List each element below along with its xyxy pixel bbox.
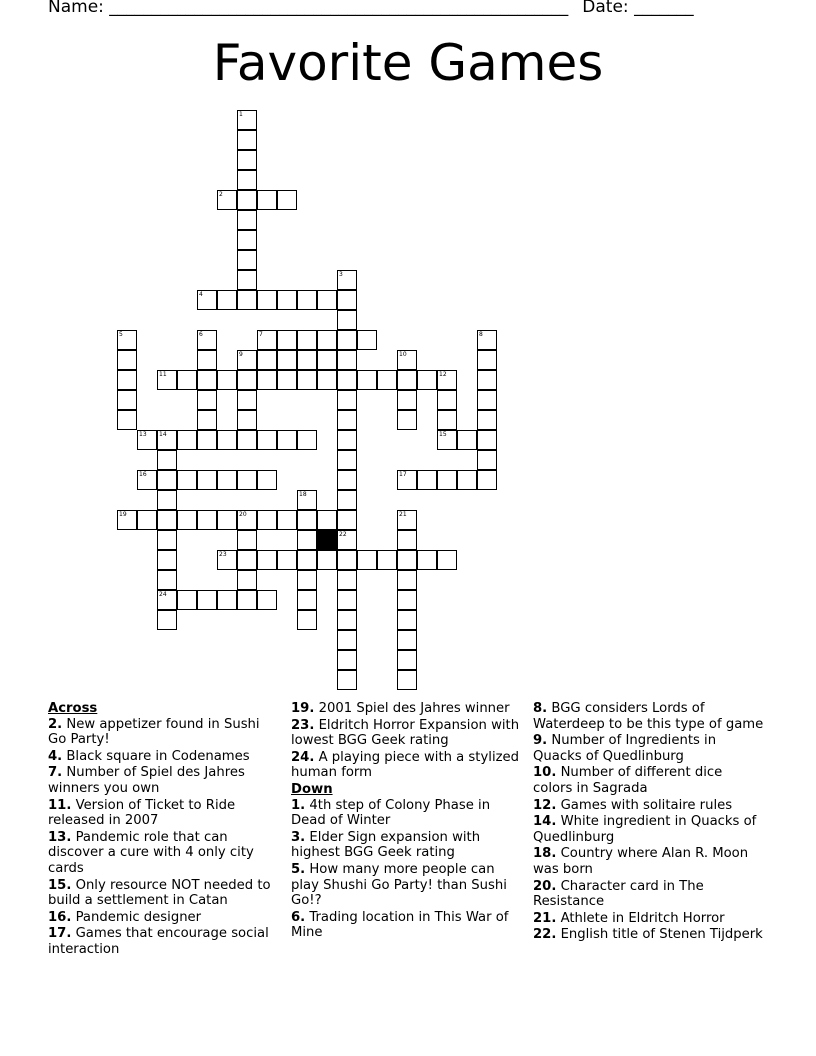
clue-number: 17: [399, 471, 407, 478]
across-clue: [291, 718, 523, 749]
grid-cell[interactable]: [277, 290, 297, 310]
clue-number: 8: [479, 331, 483, 338]
grid-cell[interactable]: [297, 510, 317, 530]
grid-cell[interactable]: [157, 590, 177, 610]
clue-text: Pandemic role that can discover a cure with 4 only city cards: [48, 829, 254, 876]
grid-cell[interactable]: [177, 470, 197, 490]
grid-cell[interactable]: [337, 430, 357, 450]
grid-cell[interactable]: [117, 510, 137, 530]
grid-cell[interactable]: [337, 490, 357, 510]
grid-cell[interactable]: [237, 210, 257, 230]
grid-cell[interactable]: [417, 470, 437, 490]
grid-cell[interactable]: [297, 530, 317, 550]
grid-cell[interactable]: [437, 430, 457, 450]
down-clue: [533, 879, 765, 910]
grid-cell[interactable]: [257, 470, 277, 490]
grid-cell[interactable]: [257, 430, 277, 450]
clue-text: English title of Stenen Tijdperk: [556, 927, 763, 943]
grid-cell[interactable]: [317, 330, 337, 350]
grid-cell[interactable]: [477, 450, 497, 470]
grid-cell[interactable]: [197, 330, 217, 350]
clue-text: 2001 Spiel des Jahres winner: [314, 701, 510, 716]
clue-number-label: 23.: [291, 717, 315, 733]
grid-cell[interactable]: [157, 470, 177, 490]
grid-cell[interactable]: [357, 550, 377, 570]
clue-number-label: 22.: [533, 927, 557, 943]
grid-cell[interactable]: [337, 590, 357, 610]
grid-cell[interactable]: [397, 610, 417, 630]
grid-cell[interactable]: [337, 350, 357, 370]
grid-cell[interactable]: [397, 510, 417, 530]
grid-cell[interactable]: [477, 410, 497, 430]
grid-cell[interactable]: [157, 490, 177, 510]
grid-cell[interactable]: [197, 430, 217, 450]
down-heading: Down: [291, 781, 333, 797]
grid-cell[interactable]: [337, 270, 357, 290]
grid-cell[interactable]: [297, 430, 317, 450]
clue-number-label: 19.: [291, 701, 315, 716]
grid-cell[interactable]: [197, 510, 217, 530]
grid-cell[interactable]: [257, 330, 277, 350]
across-clue: [291, 701, 523, 717]
grid-cell[interactable]: [357, 370, 377, 390]
clue-text: Number of Ingredients in Quacks of Quedlinburg: [533, 733, 717, 764]
grid-cell[interactable]: [317, 290, 337, 310]
grid-cell[interactable]: [317, 370, 337, 390]
grid-cell[interactable]: [237, 190, 257, 210]
grid-cell[interactable]: [297, 290, 317, 310]
grid-cell[interactable]: [297, 590, 317, 610]
grid-cell[interactable]: [477, 430, 497, 450]
grid-cell[interactable]: [477, 370, 497, 390]
clue-number-label: 3.: [291, 829, 306, 845]
grid-cell[interactable]: [337, 510, 357, 530]
clue-number-label: 18.: [533, 846, 557, 862]
across-clue: [48, 910, 280, 926]
grid-cell[interactable]: [237, 550, 257, 570]
grid-cell[interactable]: [157, 610, 177, 630]
clue-number: 23: [219, 551, 227, 558]
clue-number-label: 6.: [291, 909, 306, 925]
grid-cell[interactable]: [337, 370, 357, 390]
down-clue: [291, 862, 523, 909]
grid-cell[interactable]: [477, 350, 497, 370]
grid-cell[interactable]: [337, 310, 357, 330]
grid-cell[interactable]: [377, 550, 397, 570]
clue-text: BGG considers Lords of Waterdeep to be this type of game: [533, 701, 764, 732]
clue-number: 1: [239, 111, 243, 118]
grid-cell[interactable]: [337, 610, 357, 630]
grid-cell[interactable]: [237, 390, 257, 410]
grid-cell[interactable]: [137, 470, 157, 490]
clue-number: 3: [339, 271, 343, 278]
grid-cell[interactable]: [157, 530, 177, 550]
grid-cell[interactable]: [197, 470, 217, 490]
grid-cell[interactable]: [437, 390, 457, 410]
across-heading: Across: [48, 701, 98, 716]
grid-cell[interactable]: [397, 530, 417, 550]
clue-number-label: 13.: [48, 829, 72, 845]
grid-cell[interactable]: [217, 370, 237, 390]
grid-cell[interactable]: [437, 550, 457, 570]
clue-number-label: 20.: [533, 878, 557, 894]
across-clue: [48, 830, 280, 877]
grid-cell[interactable]: [177, 590, 197, 610]
clue-number-label: 5.: [291, 861, 306, 877]
clue-text: White ingredient in Quacks of Quedlinburg: [533, 814, 757, 845]
down-clue: [533, 911, 765, 927]
grid-cell[interactable]: [297, 330, 317, 350]
grid-cell[interactable]: [117, 370, 137, 390]
clue-text: Elder Sign expansion with highest BGG Geek rating: [291, 829, 481, 861]
grid-cell[interactable]: [477, 330, 497, 350]
grid-cell[interactable]: [197, 290, 217, 310]
down-clue: [533, 798, 765, 814]
name-field[interactable]: ______________________________________________________: [109, 0, 569, 17]
grid-cell[interactable]: [337, 570, 357, 590]
clue-column-2: [291, 701, 523, 942]
grid-cell[interactable]: [257, 290, 277, 310]
clue-text: Games with solitaire rules: [556, 797, 733, 813]
grid-cell[interactable]: [417, 370, 437, 390]
grid-cell[interactable]: [257, 590, 277, 610]
grid-cell[interactable]: [397, 670, 417, 690]
clue-number-label: 1.: [291, 797, 306, 813]
grid-cell[interactable]: [217, 590, 237, 610]
grid-cell[interactable]: [217, 470, 237, 490]
grid-cell[interactable]: [437, 470, 457, 490]
grid-cell[interactable]: [217, 550, 237, 570]
grid-cell[interactable]: [317, 350, 337, 370]
grid-cell[interactable]: [237, 570, 257, 590]
clue-number: 20: [239, 511, 247, 518]
grid-cell[interactable]: [237, 530, 257, 550]
grid-cell[interactable]: [117, 410, 137, 430]
grid-cell[interactable]: [437, 410, 457, 430]
grid-cell[interactable]: [177, 430, 197, 450]
clue-number-label: 15.: [48, 877, 72, 893]
grid-cell[interactable]: [337, 650, 357, 670]
clue-number: 11: [159, 371, 167, 378]
grid-cell[interactable]: [157, 550, 177, 570]
across-clue: [48, 717, 280, 748]
clue-text: Trading location in This War of Mine: [291, 909, 509, 941]
clue-number-label: 12.: [533, 797, 557, 813]
grid-cell[interactable]: [397, 630, 417, 650]
clue-number: 18: [299, 491, 307, 498]
across-clue: [48, 749, 280, 765]
grid-cell[interactable]: [397, 370, 417, 390]
clue-number-label: 4.: [48, 748, 63, 764]
clue-text: Character card in The Resistance: [533, 878, 704, 910]
grid-cell[interactable]: [337, 450, 357, 470]
down-clue: [291, 798, 523, 829]
puzzle-title: Favorite Games: [212, 34, 604, 92]
grid-cell[interactable]: [237, 410, 257, 430]
grid-cell[interactable]: [337, 530, 357, 550]
grid-cell[interactable]: [297, 370, 317, 390]
grid-cell[interactable]: [197, 350, 217, 370]
clue-number-label: 14.: [533, 814, 557, 830]
clue-column-1: [48, 701, 280, 959]
clue-number-label: 16.: [48, 909, 72, 925]
grid-cell[interactable]: [297, 550, 317, 570]
grid-cell[interactable]: [337, 330, 357, 350]
grid-cell[interactable]: [257, 350, 277, 370]
across-clue: [291, 750, 523, 781]
grid-cell[interactable]: [237, 290, 257, 310]
grid-cell[interactable]: [457, 470, 477, 490]
clue-number-label: 21.: [533, 910, 557, 926]
grid-cell[interactable]: [397, 350, 417, 370]
grid-cell[interactable]: [417, 550, 437, 570]
clue-number: 12: [439, 371, 447, 378]
grid-cell[interactable]: [357, 330, 377, 350]
clue-number: 9: [239, 351, 243, 358]
clue-number: 13: [139, 431, 147, 438]
across-clue: [48, 878, 280, 909]
clue-text: Number of Spiel des Jahres winners you own: [48, 765, 245, 796]
grid-cell[interactable]: [237, 350, 257, 370]
clue-number-label: 9.: [533, 733, 548, 749]
down-clue: [533, 814, 765, 845]
name-label: Name:: [48, 0, 104, 17]
grid-cell[interactable]: [277, 330, 297, 350]
grid-cell[interactable]: [397, 550, 417, 570]
clue-number: 5: [119, 331, 123, 338]
grid-cell[interactable]: [257, 370, 277, 390]
grid-cell[interactable]: [337, 670, 357, 690]
grid-cell[interactable]: [397, 390, 417, 410]
grid-cell[interactable]: [437, 370, 457, 390]
grid-cell[interactable]: [257, 550, 277, 570]
clue-number: 21: [399, 511, 407, 518]
date-label: Date:: [582, 0, 629, 17]
grid-cell[interactable]: [337, 290, 357, 310]
clue-number: 7: [259, 331, 263, 338]
grid-cell[interactable]: [277, 550, 297, 570]
grid-cell[interactable]: [277, 430, 297, 450]
clue-text: Eldritch Horror Expansion with lowest BGG Geek rating: [291, 717, 520, 749]
down-clue-list-continued: [533, 701, 765, 943]
down-clue: [533, 765, 765, 796]
grid-cell[interactable]: [257, 190, 277, 210]
clue-number-label: 24.: [291, 749, 315, 765]
grid-cell[interactable]: [157, 570, 177, 590]
grid-cell[interactable]: [337, 550, 357, 570]
clue-number: 4: [199, 291, 203, 298]
down-clue: [533, 846, 765, 877]
clue-text: How many more people can play Shushi Go Party! than Sushi Go!?: [291, 861, 507, 909]
clue-number-label: 17.: [48, 926, 72, 942]
grid-cell[interactable]: [337, 410, 357, 430]
clue-text: A playing piece with a stylized human form: [291, 749, 520, 781]
grid-cell[interactable]: [157, 370, 177, 390]
clue-text: Number of different dice colors in Sagrada: [533, 765, 723, 796]
clue-text: Black square in Codenames: [62, 748, 250, 764]
grid-cell[interactable]: [277, 510, 297, 530]
grid-cell[interactable]: [197, 370, 217, 390]
grid-cell[interactable]: [237, 230, 257, 250]
grid-cell[interactable]: [397, 590, 417, 610]
clue-text: 4th step of Colony Phase in Dead of Winter: [291, 797, 491, 829]
clue-number-label: 10.: [533, 765, 557, 781]
clue-number: 16: [139, 471, 147, 478]
clue-text: Version of Ticket to Ride released in 2007: [48, 797, 236, 829]
across-clue-list-continued: [291, 701, 523, 781]
grid-cell[interactable]: [277, 190, 297, 210]
grid-cell[interactable]: [237, 130, 257, 150]
grid-cell[interactable]: [297, 350, 317, 370]
grid-cell[interactable]: [297, 490, 317, 510]
grid-cell[interactable]: [137, 510, 157, 530]
down-clue: [291, 910, 523, 941]
grid-cell[interactable]: [237, 370, 257, 390]
grid-cell[interactable]: [317, 550, 337, 570]
grid-cell[interactable]: [277, 350, 297, 370]
grid-cell[interactable]: [157, 510, 177, 530]
grid-cell[interactable]: [297, 610, 317, 630]
grid-cell[interactable]: [117, 350, 137, 370]
grid-cell[interactable]: [157, 450, 177, 470]
grid-cell[interactable]: [277, 370, 297, 390]
clue-number-label: 7.: [48, 765, 63, 781]
clue-number-label: 11.: [48, 797, 72, 813]
clue-number: 15: [439, 431, 447, 438]
clue-text: Athlete in Eldritch Horror: [556, 910, 725, 926]
clue-number-label: 8.: [533, 701, 548, 716]
grid-cell[interactable]: [237, 470, 257, 490]
clue-number: 10: [399, 351, 407, 358]
grid-cell[interactable]: [197, 390, 217, 410]
across-clue: [48, 798, 280, 829]
grid-cell[interactable]: [197, 410, 217, 430]
grid-cell[interactable]: [197, 590, 217, 610]
clue-number: 24: [159, 591, 167, 598]
grid-cell[interactable]: [337, 390, 357, 410]
clue-number: 19: [119, 511, 127, 518]
grid-cell[interactable]: [397, 470, 417, 490]
grid-cell[interactable]: [237, 150, 257, 170]
clue-text: Games that encourage social interaction: [48, 926, 269, 957]
grid-cell[interactable]: [217, 430, 237, 450]
grid-cell[interactable]: [217, 190, 237, 210]
grid-cell[interactable]: [477, 470, 497, 490]
grid-cell[interactable]: [457, 430, 477, 450]
clue-number: 2: [219, 191, 223, 198]
clue-text: Pandemic designer: [71, 909, 202, 925]
grid-cell[interactable]: [117, 330, 137, 350]
across-clue: [48, 926, 280, 957]
clue-text: Country where Alan R. Moon was born: [533, 846, 749, 877]
date-field[interactable]: _______: [634, 0, 694, 17]
grid-cell[interactable]: [477, 390, 497, 410]
clue-column-3: [533, 701, 765, 944]
grid-cell[interactable]: [397, 570, 417, 590]
grid-cell[interactable]: [237, 430, 257, 450]
grid-cell[interactable]: [177, 370, 197, 390]
grid-cell[interactable]: [117, 390, 137, 410]
down-clue: [533, 701, 765, 732]
grid-cell[interactable]: [217, 290, 237, 310]
black-square: [317, 530, 337, 550]
grid-cell[interactable]: [337, 470, 357, 490]
across-clue: [48, 765, 280, 796]
grid-cell[interactable]: [237, 250, 257, 270]
down-clue: [291, 830, 523, 861]
grid-cell[interactable]: [217, 510, 237, 530]
grid-cell[interactable]: [137, 430, 157, 450]
across-clue-list: [48, 717, 280, 958]
down-clue: [533, 733, 765, 764]
clue-number-label: 2.: [48, 716, 63, 732]
down-clue: [533, 927, 765, 943]
grid-cell[interactable]: [377, 370, 397, 390]
grid-cell[interactable]: [257, 510, 277, 530]
grid-cell[interactable]: [237, 110, 257, 130]
grid-cell[interactable]: [237, 170, 257, 190]
clue-number: 14: [159, 431, 167, 438]
grid-cell[interactable]: [317, 510, 337, 530]
grid-cell[interactable]: [237, 510, 257, 530]
grid-cell[interactable]: [237, 270, 257, 290]
down-clue-list: [291, 798, 523, 941]
grid-cell[interactable]: [397, 410, 417, 430]
clue-number: 22: [339, 531, 347, 538]
clue-text: Only resource NOT needed to build a settlement in Catan: [48, 877, 271, 909]
grid-cell[interactable]: [397, 650, 417, 670]
grid-cell[interactable]: [157, 430, 177, 450]
grid-cell[interactable]: [337, 630, 357, 650]
grid-cell[interactable]: [177, 510, 197, 530]
clue-number: 6: [199, 331, 203, 338]
grid-cell[interactable]: [297, 570, 317, 590]
clue-text: New appetizer found in Sushi Go Party!: [48, 716, 260, 748]
grid-cell[interactable]: [237, 590, 257, 610]
